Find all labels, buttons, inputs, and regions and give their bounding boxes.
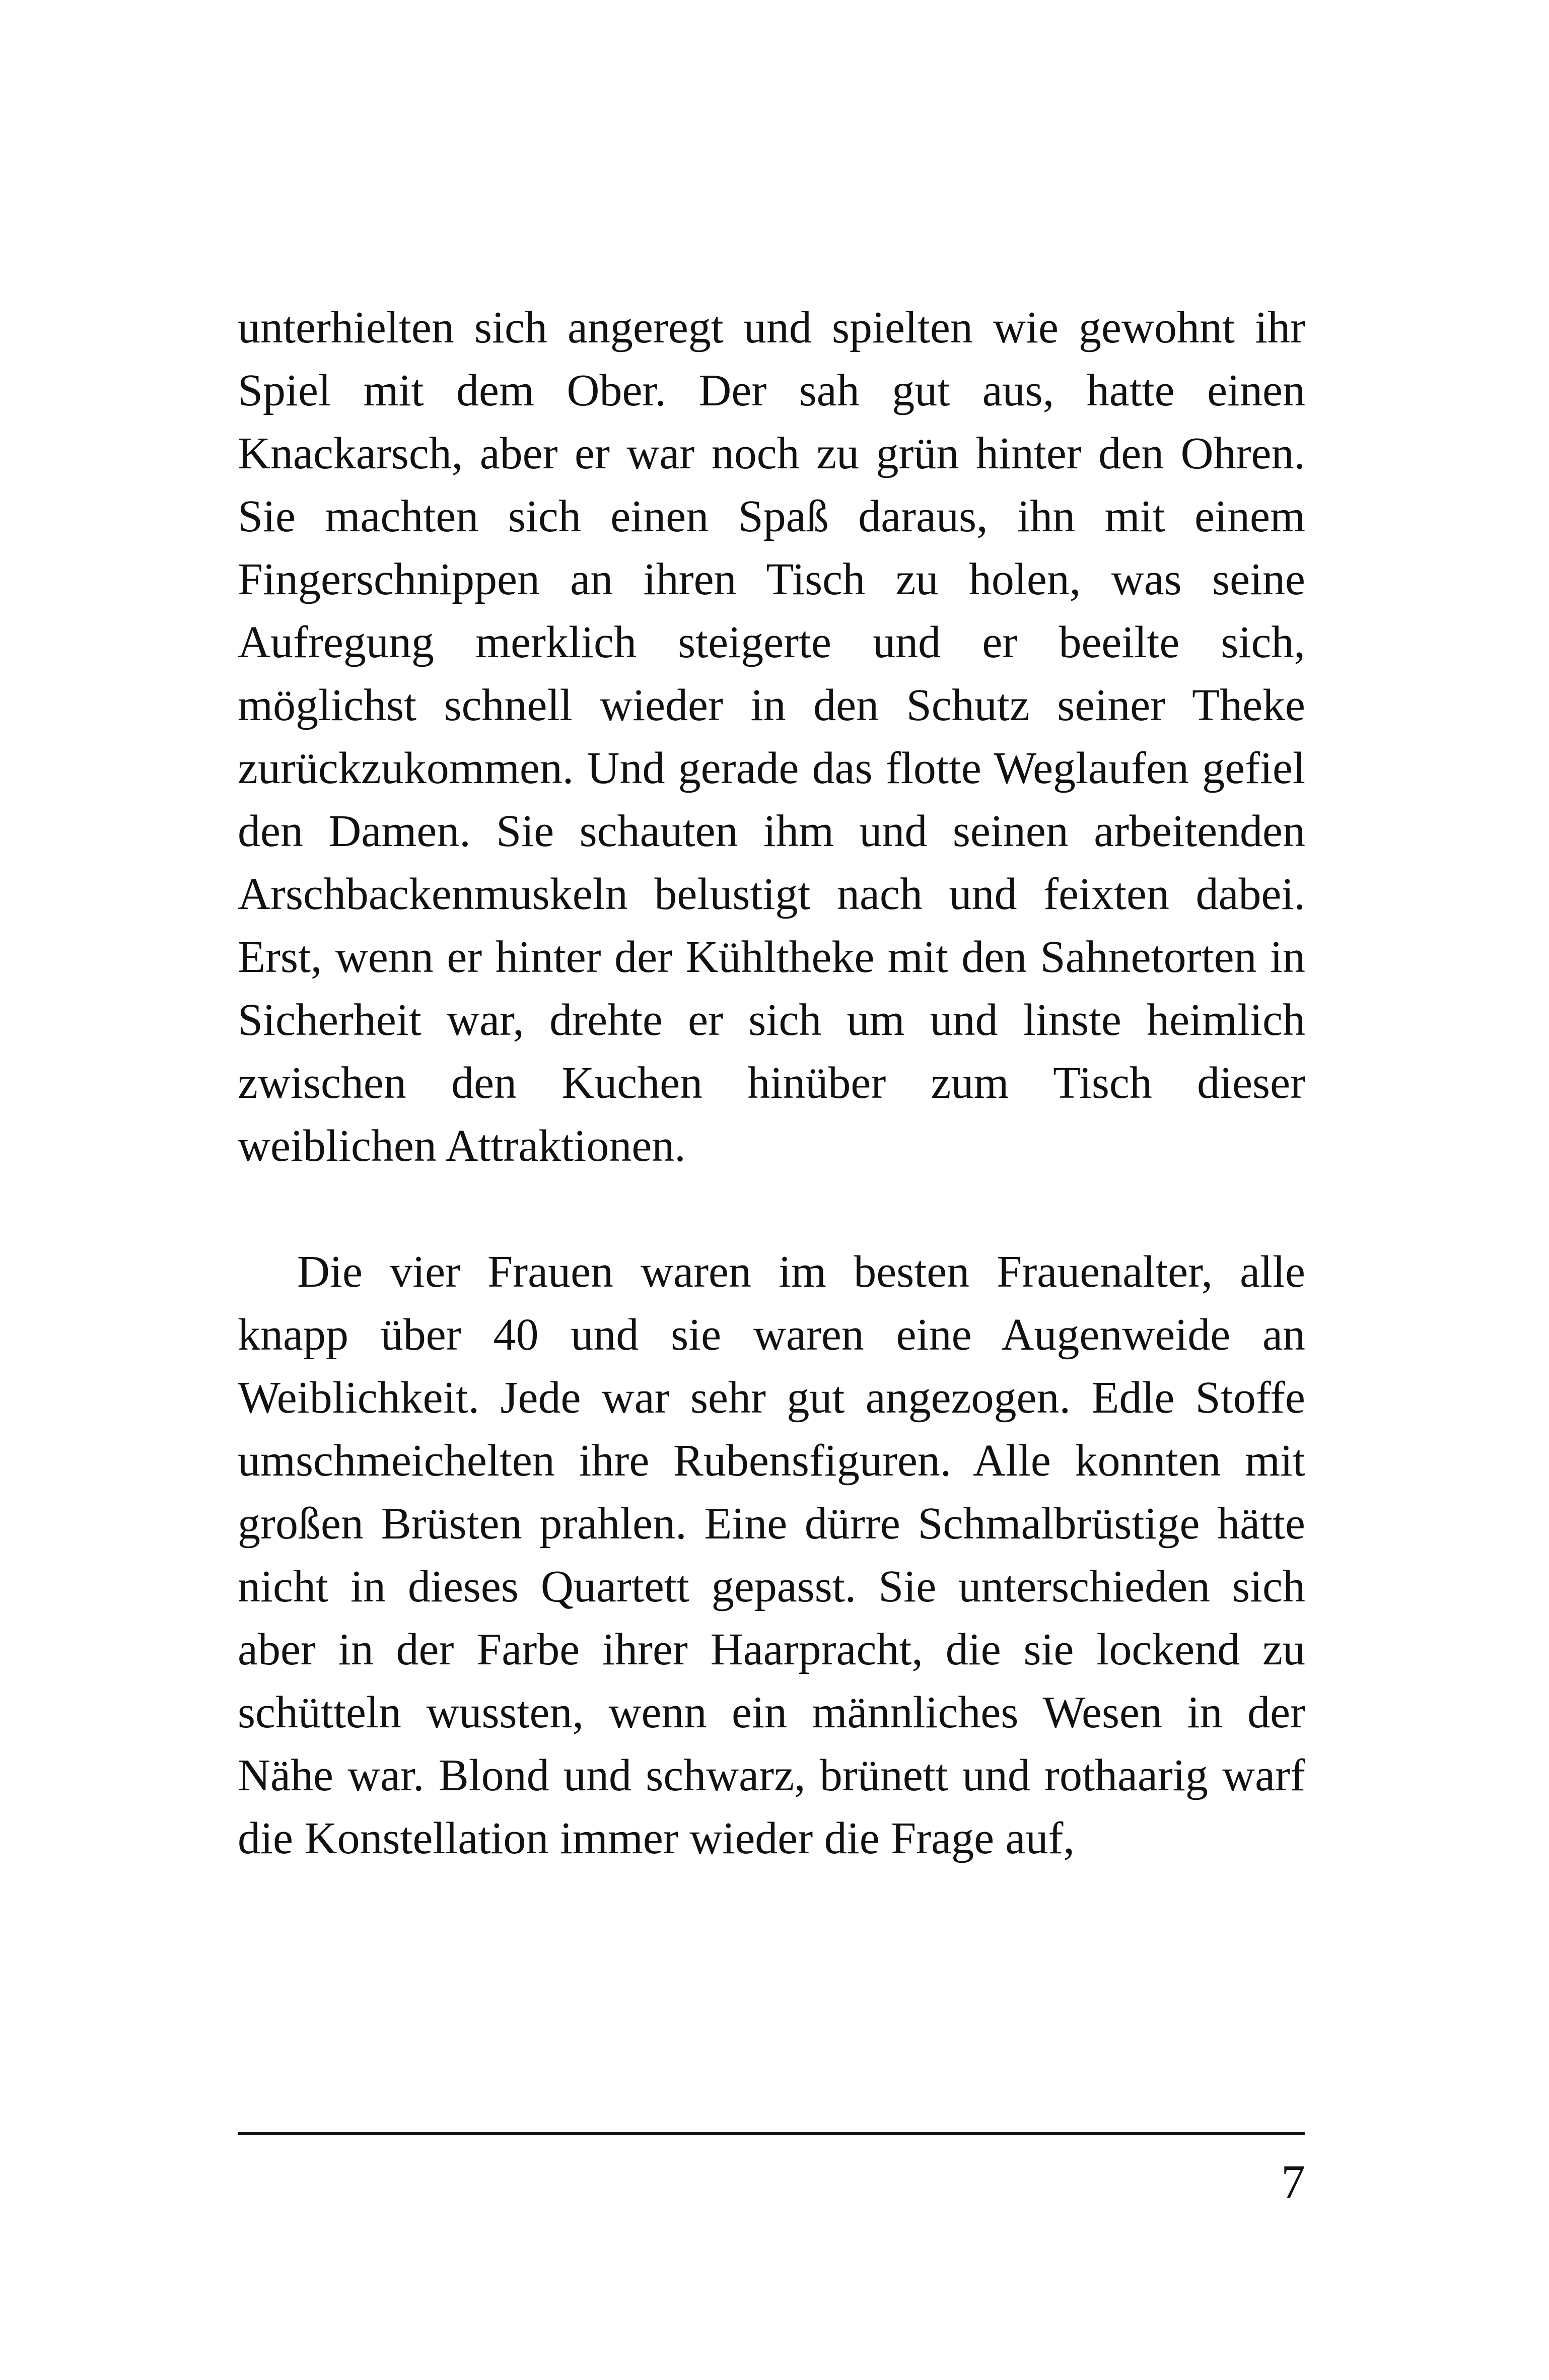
page-number: 7 <box>1281 2155 1305 2209</box>
footer-rule <box>238 2132 1305 2135</box>
body-text <box>238 296 1305 1870</box>
paragraph-1: unterhielten sich angeregt und spielten wie gewohnt ihr Spiel mit dem Ober. Der sah gut aus, hatte einen Knackarsch, aber er war noch zu grün hinter den Ohren. Sie machten sich einen Spaß daraus, ihn mit einem Fingerschnippen an ihren Tisch zu holen, was seine Aufregung merklich steigerte und er beeilte sich, möglichst schnell wieder in den Schutz seiner Theke zurückzukommen. Und gerade das flotte Weglaufen gefiel den Damen. Sie schauten ihm und seinen arbeitenden Arschbackenmuskeln belustigt nach und feixten dabei. Erst, wenn er hinter der Kühltheke mit den Sahnetorten in Sicherheit war, drehte er sich um und linste heimlich zwischen den Kuchen hinüber zum Tisch dieser weiblichen Attraktionen. <box>238 303 1305 1171</box>
paragraph-2: Die vier Frauen waren im besten Frauenalter, alle knapp über 40 und sie waren eine Augenweide an Weiblichkeit. Jede war sehr gut angezogen. Edle Stoffe umschmeichelten ihre Rubensfiguren. Alle konnten mit großen Brüsten prahlen. Eine dürre Schmalbrüstige hätte nicht in dieses Quartett gepasst. Sie unterschieden sich aber in der Farbe ihrer Haarpracht, die sie lockend zu schütteln wussten, wenn ein männliches Wesen in der Nähe war. Blond und schwarz, brünett und rothaarig warf die Konstellation immer wieder die Frage auf, <box>238 1247 1305 1863</box>
